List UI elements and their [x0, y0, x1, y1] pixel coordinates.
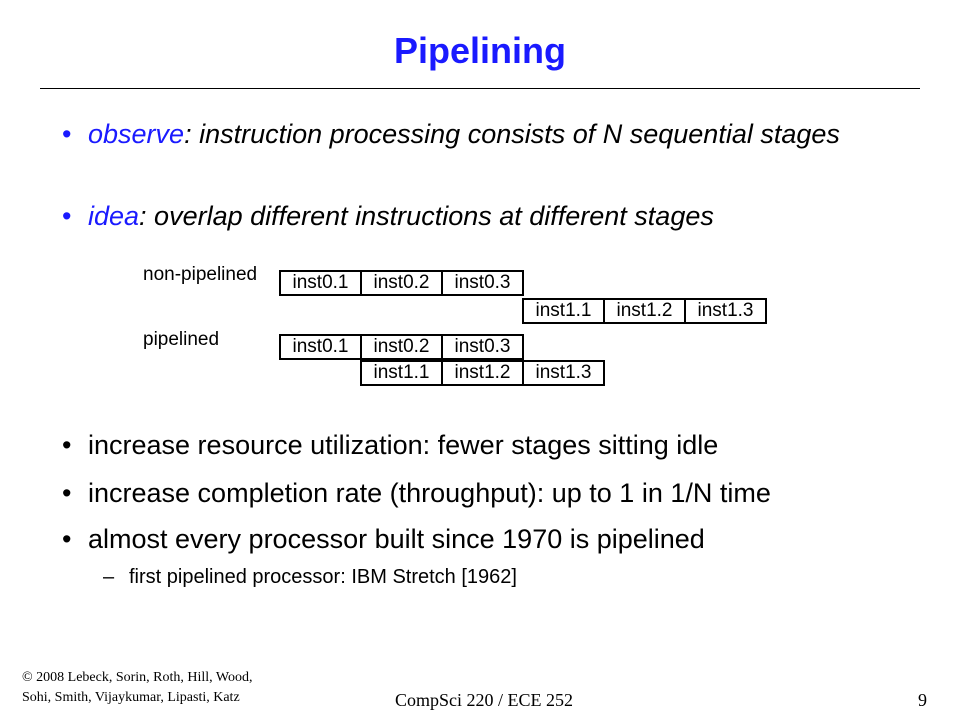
course-label: CompSci 220 / ECE 252: [395, 690, 574, 710]
bullet-rest: : overlap different instructions at different stages: [139, 201, 714, 231]
np-row1-cell: inst0.1: [279, 270, 362, 296]
np-row2-cell: inst1.2: [603, 298, 686, 324]
copyright-line: Sohi, Smith, Vijaykumar, Lipasti, Katz: [22, 690, 240, 705]
bullet-text: [88, 199, 888, 233]
np-row1-cell: inst0.2: [360, 270, 443, 296]
sub-bullet-dash: –: [103, 566, 115, 588]
bullet-text: [88, 117, 888, 151]
slide-title: Pipelining: [393, 30, 566, 71]
p-row2-cell: inst1.2: [441, 360, 524, 386]
bullet-dot: •: [62, 119, 72, 149]
bullet-rest: : instruction processing consists of N sequential stages: [184, 119, 840, 149]
bullet-lead: observe: [88, 119, 185, 149]
p-row2-cell: inst1.1: [360, 360, 443, 386]
bullet-text: increase completion rate (throughput): up to 1 in 1/N time: [88, 478, 771, 508]
np-row2-cell: inst1.3: [684, 298, 767, 324]
sub-bullet-text: first pipelined processor: IBM Stretch [1962]: [129, 566, 517, 588]
bullet-dot: •: [62, 430, 72, 460]
bullet-text: almost every processor built since 1970 is pipelined: [88, 524, 705, 554]
p-row1-cell: inst0.1: [279, 334, 362, 360]
bullet-dot: •: [62, 478, 72, 508]
nonpipelined-label: non-pipelined: [143, 264, 258, 285]
bullet-lead: idea: [88, 201, 140, 231]
copyright-line: © 2008 Lebeck, Sorin, Roth, Hill, Wood,: [22, 670, 253, 685]
title-divider: [40, 88, 920, 89]
p-row2-cell: inst1.3: [522, 360, 605, 386]
bullet-dot: •: [62, 524, 72, 554]
p-row1-cell: inst0.3: [441, 334, 524, 360]
page-number: 9: [918, 690, 927, 710]
bullet-text: increase resource utilization: fewer stages sitting idle: [88, 430, 719, 460]
p-row1-cell: inst0.2: [360, 334, 443, 360]
np-row2-cell: inst1.1: [522, 298, 605, 324]
pipelined-label: pipelined: [143, 329, 220, 350]
copyright-notice: [22, 668, 253, 708]
bullet-dot: •: [62, 201, 72, 231]
np-row1-cell: inst0.3: [441, 270, 524, 296]
